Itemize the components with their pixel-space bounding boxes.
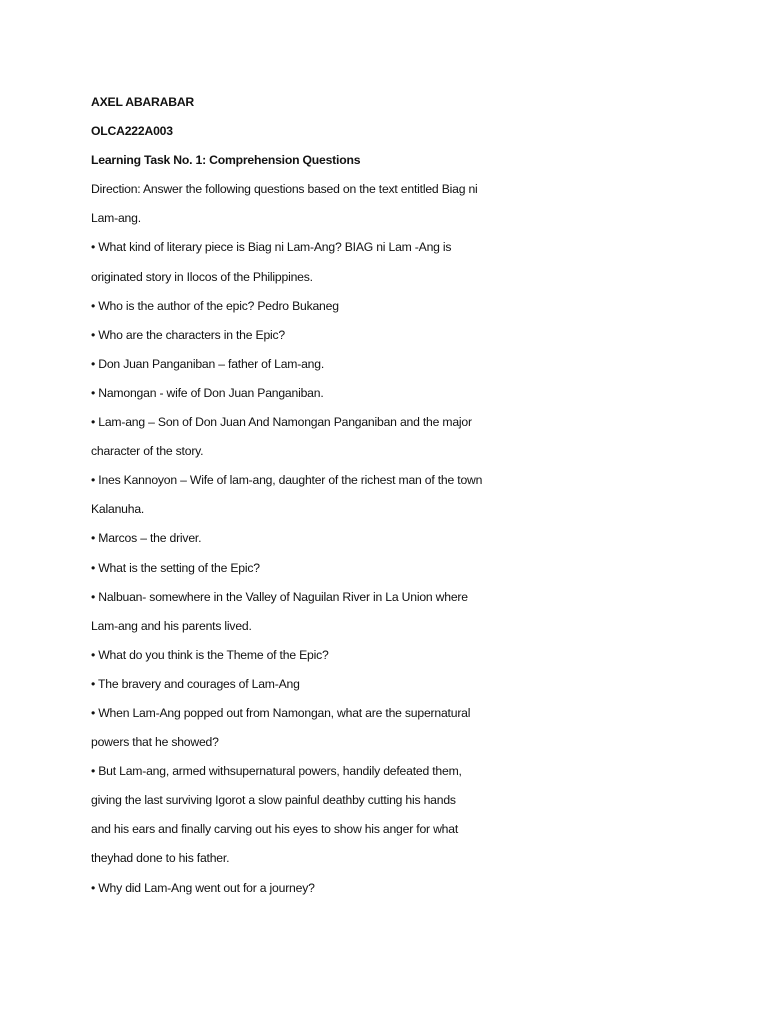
direction-line-2: Lam-ang. [91, 211, 141, 226]
task-title: Learning Task No. 1: Comprehension Questions [91, 153, 361, 168]
answer-powers-4: theyhad done to his father. [91, 851, 230, 866]
document-body [91, 88, 691, 903]
character-lam-ang: • Lam-ang – Son of Don Juan And Namongan Panganiban and the major [91, 415, 472, 430]
character-lam-ang-continued: character of the story. [91, 444, 204, 459]
question-powers: • When Lam-Ang popped out from Namongan, what are the supernatural [91, 705, 471, 720]
student-name: AXEL ABARABAR [91, 95, 195, 109]
answer-setting-continued: Lam-ang and his parents lived. [91, 618, 252, 633]
direction-line-1: Direction: Answer the following questions based on the text entitled Biag ni [91, 182, 478, 197]
answer-setting: • Nalbuan- somewhere in the Valley of Naguilan River in La Union where [91, 589, 468, 604]
question-author: • Who is the author of the epic? Pedro Bukaneg [91, 298, 339, 313]
answer-literary-piece: originated story in Ilocos of the Philippines. [91, 269, 313, 284]
answer-powers-3: and his ears and finally carving out his eyes to show his anger for what [91, 822, 459, 837]
character-ines-continued: Kalanuha. [91, 502, 145, 517]
answer-powers-2: giving the last surviving Igorot a slow painful deathby cutting his hands [91, 793, 456, 808]
question-journey: • Why did Lam-Ang went out for a journey? [91, 880, 315, 895]
question-characters: • Who are the characters in the Epic? [91, 327, 285, 342]
character-namongan: • Namongan - wife of Don Juan Panganiban. [91, 385, 324, 400]
student-id: OLCA222A003 [91, 124, 173, 139]
question-powers-continued: powers that he showed? [91, 735, 219, 750]
question-theme: • What do you think is the Theme of the Epic? [91, 647, 329, 662]
character-marcos: • Marcos – the driver. [91, 531, 202, 546]
question-setting: • What is the setting of the Epic? [91, 560, 260, 575]
character-don-juan: • Don Juan Panganiban – father of Lam-ang. [91, 356, 325, 371]
character-ines: • Ines Kannoyon – Wife of lam-ang, daughter of the richest man of the town [91, 473, 483, 488]
answer-theme: • The bravery and courages of Lam-Ang [91, 676, 300, 691]
answer-powers-1: • But Lam-ang, armed withsupernatural powers, handily defeated them, [91, 764, 462, 779]
question-literary-piece: • What kind of literary piece is Biag ni Lam-Ang? BIAG ni Lam -Ang is [91, 240, 452, 255]
